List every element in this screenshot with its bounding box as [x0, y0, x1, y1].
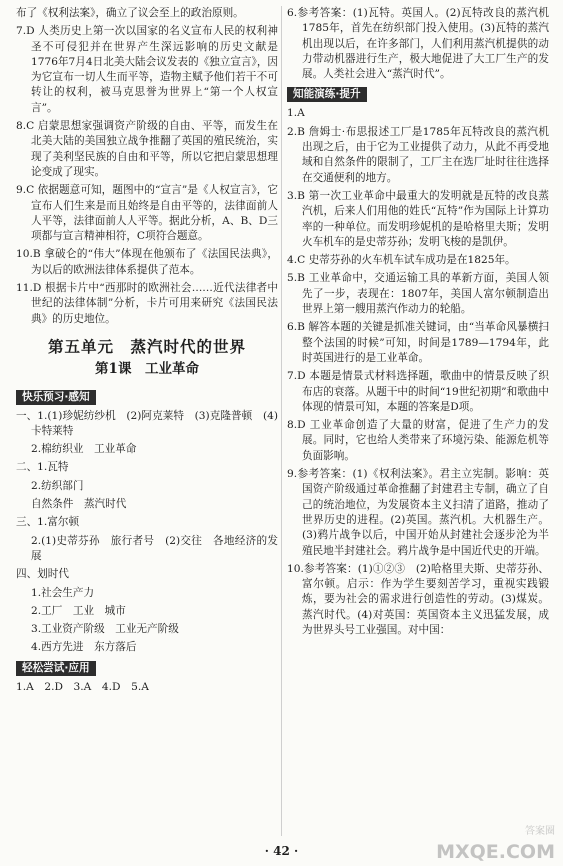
answer-item-5: 5.B 工业革命中，交通运输工具的革新方面，美国人领先了一步，表现在：1807年，美国人富尔顿制造出世界上第一艘用蒸汽作动力的轮船。	[287, 272, 549, 316]
answer-item-9: 9.C 依据题意可知，题图中的“宣言”是《人权宣言》，它宣布人们生来是而且始终是自由平等的，法律面前人人平等，法律面前人人平等。据此分析，A、B、D三项都与宣言精神相符，C项符合题意。	[16, 184, 278, 243]
answer-item-10: 10.参考答案：(1)①②③ (2)哈格里夫斯、史蒂芬孙、富尔顿。启示：作为学生要刻苦学习，重视实践锻炼，要为社会的需求进行创造性的劳动。(3)煤炭。蒸汽时代。(4)对英国：英国资本主义迅猛发展，成为世界头号工业强国。对中国：	[287, 562, 549, 636]
unit-title: 第五单元 蒸汽时代的世界	[47, 336, 246, 356]
lesson-title: 第1课 工业革命	[95, 361, 199, 378]
answer-text: 布了《权利法案》，确立了议会至上的政治原则。	[16, 7, 244, 19]
answer-item-7: 7.D 人类历史上第一次以国家的名义宣布人民的权利神圣不可侵犯并在世界产生深远影响的历史文献是1776年7月4日北美大陆会议发表的《独立宣言》，因为它宣布一切人生而平等，造物主赋予他们若干不可转让的权利，被马克思誉为世界上“第一个人权宣言”。	[16, 25, 279, 114]
site-watermark	[436, 822, 555, 862]
left-column	[16, 6, 278, 698]
column-divider	[281, 6, 282, 836]
answer-line: 四、划时代	[16, 568, 69, 581]
answer-line: 2.纺织部门	[31, 479, 84, 492]
answer-line: 2.工厂 工业 城市	[31, 604, 126, 617]
answer-item-8: 8.D 工业革命创造了大量的财富，促进了生产力的发展。同时，它也给人类带来了环境污染、能源危机等负面影响。	[287, 419, 549, 462]
answer-item-8: 8.C 启蒙思想家强调资产阶级的自由、平等，而发生在北美大陆的美国独立战争推翻了英国的殖民统治，实现了美利坚民族的自由和平等，所以它把启蒙思想理论变成了现实。	[16, 120, 278, 178]
page-number: · 42 ·	[264, 844, 299, 858]
watermark-text: MXQE.COM	[436, 841, 555, 863]
watermark-small-text: 答案圈	[525, 826, 555, 837]
answer-item-11: 11.D 根据卡片中“西那时的欧洲社会……近代法律者中世纪的法律体制”分析，卡片可用来研究《法国民法典》的历史地位。	[16, 282, 278, 325]
answer-line: 1.A 2.D 3.A 4.D 5.A	[16, 680, 149, 693]
section-label-improve: 知能演练·提升	[287, 87, 367, 102]
answer-line: 2.(1)史蒂芬孙 旅行者号 (2)交往 各地经济的发展	[31, 534, 278, 562]
section-label-practice: 轻松尝试·应用	[16, 661, 96, 676]
right-column	[287, 6, 549, 641]
answer-item-6b: 6.B 解答本题的关键是抓准关键词，由“当革命风暴横扫整个法国的时候”可知，时间是1789—1794年，此时英国进行的是工业革命。	[287, 321, 549, 364]
answer-line: 二、1.瓦特	[16, 461, 69, 474]
answer-item-1: 1.A	[287, 107, 305, 120]
answer-line: 一、1.(1)珍妮纺纱机 (2)阿克莱特 (3)克隆普顿 (4)卡特莱特	[16, 409, 278, 437]
answer-item-7: 7.D 本题是情景式材料选择题，歌曲中的情景反映了织布店的衰落。从题干中的时间“19世纪初期”和歌曲中体现的情景可知，本题的答案是D项。	[287, 370, 549, 413]
answer-item-4: 4.C 史蒂芬孙的火车机车试车成功是在1825年。	[287, 254, 516, 267]
section-label-preview: 快乐预习·感知	[16, 390, 96, 405]
answer-item-6: 6.参考答案：(1)瓦特。英国人。(2)瓦特改良的蒸汽机1785年，首先在纺织部门投入使用。(3)瓦特的蒸汽机出现以后，在许多部门，人们利用蒸汽机提供的动力带动机器进行生产，极大地促进了大工厂生产的发展。人类社会进入“蒸汽时代”。	[287, 7, 549, 81]
answer-item-3: 3.B 第一次工业革命中最重大的发明就是瓦特的改良蒸汽机，后来人们用他的姓氏“瓦特”作为国际上计算功率的一种单位。而发明珍妮机的是哈格里夫斯；发明火车机车的是史蒂芬孙；发明飞梭的是凯伊。	[287, 189, 549, 248]
answer-item-2: 2.B 詹姆士·布思报述工厂是1785年瓦特改良的蒸汽机出现之后，由于它为工业提供了动力，从此不再受地域和自然条件的限制了，工厂主在选厂址时往往选择在交通便利的地方。	[287, 125, 549, 184]
answer-line: 4.西方先进 东方落后	[31, 641, 137, 654]
answer-item-10: 10.B 拿破仑的“伟大”体现在他颁布了《法国民法典》，为以后的欧洲法律体系提供了范本。	[16, 248, 278, 276]
answer-line: 3.工业资产阶级 工业无产阶级	[31, 623, 179, 636]
answer-line: 1.社会生产力	[31, 586, 95, 599]
answer-line: 自然条件 蒸汽时代	[31, 498, 127, 511]
answer-item-9: 9.参考答案：(1)《权利法案》。君主立宪制。影响：英国资产阶级通过革命推翻了封建君主专制，确立了自己的统治地位，为发展资本主义扫清了道路，推动了世界历史的进程。(2)英国。蒸汽机。大机器生产。(3)鸦片战争以后，中国开始从封建社会逐步沦为半殖民地半封建社会。鸦片战争是中国近代史的开端。	[287, 468, 549, 557]
answer-line: 三、1.富尔顿	[16, 516, 80, 529]
answer-line: 2.棉纺织业 工业革命	[31, 443, 137, 456]
